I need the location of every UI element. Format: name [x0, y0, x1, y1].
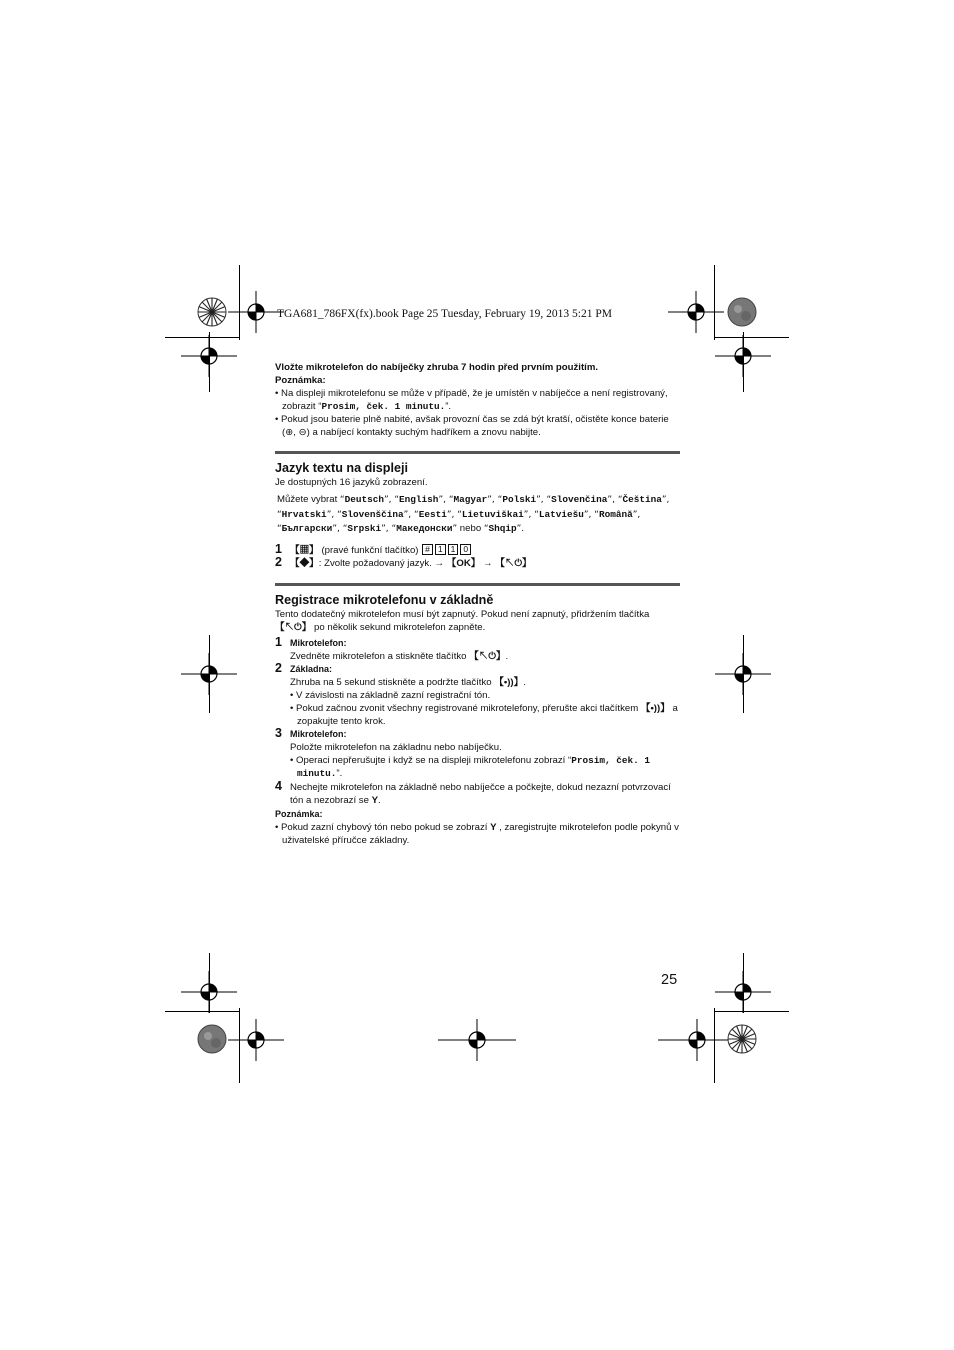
battery-minus-icon: ⊖ — [298, 427, 307, 438]
crosshair-mark — [715, 971, 771, 1013]
language-name: Македонски — [396, 523, 453, 534]
section-title: Registrace mikrotelefonu v základně — [275, 592, 494, 607]
step-label: Základna: — [290, 663, 333, 674]
note-bullet: • Na displeji mikrotelefonu se může v případě, že je umístěn v nabíječce a není registrovaný, zobrazit “Prosim, ček. 1 minutu.”. — [275, 388, 668, 412]
step-label: Mikrotelefon: — [290, 637, 347, 648]
step-number: 4 — [275, 778, 282, 793]
key-1: 1 — [448, 544, 459, 555]
starburst-mark — [197, 297, 227, 327]
language-name: Български — [281, 523, 333, 534]
language-name: Hrvatski — [281, 508, 327, 520]
lcd-text: Prosim, ček. 1 minutu. — [321, 401, 446, 412]
page-content — [275, 361, 680, 847]
crosshair-mark — [668, 291, 724, 333]
step: 2 【◆】: Zvolte požadovaný jazyk. → 【OK】 → 【↖⏻】 — [275, 554, 532, 569]
section-title: Jazyk textu na displeji — [275, 461, 408, 475]
ok-key: 【OK】 — [446, 557, 481, 569]
language-name: Čeština — [622, 494, 662, 505]
language-names: “Deutsch”, “English”, “Magyar”, “Polski”, “Slovenčina”, “Čeština”, “Hrvatski”, “Slovenščina”, “Eesti”, “Lietuviškai”, “Latviešu”, “Română”, “Български”, “Srpski”, “Македонски” — [277, 494, 670, 534]
registration-intro: Tento dodatečný mikrotelefon musí být zapnutý. Pokud není zapnutý, přidržením tlačítka 【↖⏻】 po několik sekund mikrotelefon zapněte. — [275, 608, 650, 633]
book-header: TGA681_786FX(fx).book Page 25 Tuesday, February 19, 2013 5:21 PM — [277, 308, 612, 320]
step-bullet: • Operaci nepřerušujte i když se na displeji mikrotelefonu zobrazí “Prosim, ček. 1 minutu.”. — [290, 754, 650, 779]
step-number: 2 — [275, 554, 282, 569]
key-0: 0 — [460, 544, 471, 555]
step: 1 【▦】 (pravé funkční tlačítko) # 1 1 0 — [275, 544, 680, 557]
crosshair-mark — [181, 335, 237, 377]
step — [275, 778, 680, 807]
step-number: 1 — [275, 634, 282, 649]
note-label: Poznámka: — [275, 375, 326, 386]
step — [275, 660, 680, 728]
locator-key-icon: 【•))】 — [640, 702, 670, 714]
step-label: Mikrotelefon: — [290, 728, 347, 739]
language-name: Slovenčina — [551, 494, 608, 505]
language-list: Můžete vybrat “Deutsch”, “English”, “Magyar”, “Polski”, “Slovenčina”, “Čeština”, “Hrvatski”, “Slovenščina”, “Eesti”, “Lietuviškai”, “Latviešu”, “Română”, “Български”, “Srpski”, “Македонски” nebo “Shqip”. — [277, 494, 670, 534]
antenna-icon: Y — [490, 821, 497, 833]
step-number: 2 — [275, 660, 282, 675]
battery-plus-icon: ⊕ — [285, 427, 294, 438]
language-name: Polski — [502, 494, 537, 505]
off-key-icon: 【↖⏻】 — [275, 621, 312, 633]
step-text: Zvedněte mikrotelefon a stiskněte tlačítko 【↖⏻】. — [290, 650, 509, 662]
language-name: Latviešu — [538, 508, 584, 520]
crosshair-mark — [715, 335, 771, 377]
step-text: Položte mikrotelefon na základnu nebo nabíječku. — [290, 741, 502, 753]
section-rule — [275, 583, 680, 586]
charging-lead: Vložte mikrotelefon do nabíječky zhruba 7 hodin před prvním použitím. — [275, 362, 599, 373]
language-name: Deutsch — [344, 494, 384, 505]
gray-registration-circle — [727, 297, 757, 327]
language-name: Srpski — [347, 523, 382, 534]
step-number: 3 — [275, 725, 282, 740]
note-bullet: • Pokud zazní chybový tón nebo pokud se zobrazí Y , zaregistrujte mikrotelefon podle pokynů v uživatelské příručce základny. — [275, 821, 679, 846]
crosshair-mark — [181, 653, 237, 695]
note-bullet: • Pokud jsou baterie plně nabité, avšak provozní čas se zdá být kratší, očistěte konce baterie (⊕, ⊖) a nabíjecí kontakty suchým hadříkem a znovu nabijte. — [275, 414, 669, 438]
language-name: Eesti — [418, 508, 447, 520]
crosshair-mark — [715, 653, 771, 695]
off-key-icon: 【↖⏻】 — [495, 557, 532, 569]
crosshair-mark — [228, 291, 284, 333]
step-number: 1 — [275, 541, 282, 556]
key-1: 1 — [435, 544, 446, 555]
antenna-icon: Y — [371, 794, 379, 806]
language-name: Română — [598, 508, 633, 520]
key-hash: # — [422, 544, 433, 555]
language-name: Slovenščina — [341, 508, 404, 520]
step-text: Zhruba na 5 sekund stiskněte a podržte tlačítko 【•))】. — [290, 676, 526, 688]
locator-key-icon: 【•))】 — [494, 676, 524, 688]
language-count: Je dostupných 16 jazyků zobrazení. — [275, 477, 428, 488]
crosshair-mark — [228, 1019, 284, 1061]
section-rule — [275, 451, 680, 454]
language-name: Shqip — [488, 523, 517, 534]
step-bullet: • V závislosti na základně zazní registrační tón. — [290, 689, 491, 701]
off-key-icon: 【↖⏻】 — [469, 650, 506, 662]
crosshair-mark — [181, 971, 237, 1013]
language-name: Lietuviškai — [461, 508, 524, 520]
crosshair-mark — [658, 1019, 736, 1061]
language-name: Magyar — [453, 494, 488, 505]
gray-registration-circle — [197, 1024, 227, 1054]
lcd-text: Prosim, ček. 1 minutu. — [297, 754, 650, 779]
crosshair-mark — [438, 1019, 516, 1061]
page-number: 25 — [661, 972, 678, 988]
step — [275, 725, 680, 780]
step — [275, 634, 680, 663]
starburst-mark — [727, 1024, 757, 1054]
step-bullet: • Pokud začnou zvonit všechny registrované mikrotelefony, přerušte akci tlačítkem 【•))】 a zopakujte tento krok. — [290, 702, 678, 727]
note-label: Poznámka: — [275, 808, 323, 819]
navigator-key-icon: 【◆】 — [290, 557, 319, 569]
step-text: Nechejte mikrotelefon na základně nebo nabíječce a počkejte, dokud nezazní potvrzovací tón a nezobrazí se Y. — [290, 781, 671, 806]
menu-key-icon: 【▦】 — [290, 544, 319, 556]
language-name: English — [399, 494, 439, 505]
